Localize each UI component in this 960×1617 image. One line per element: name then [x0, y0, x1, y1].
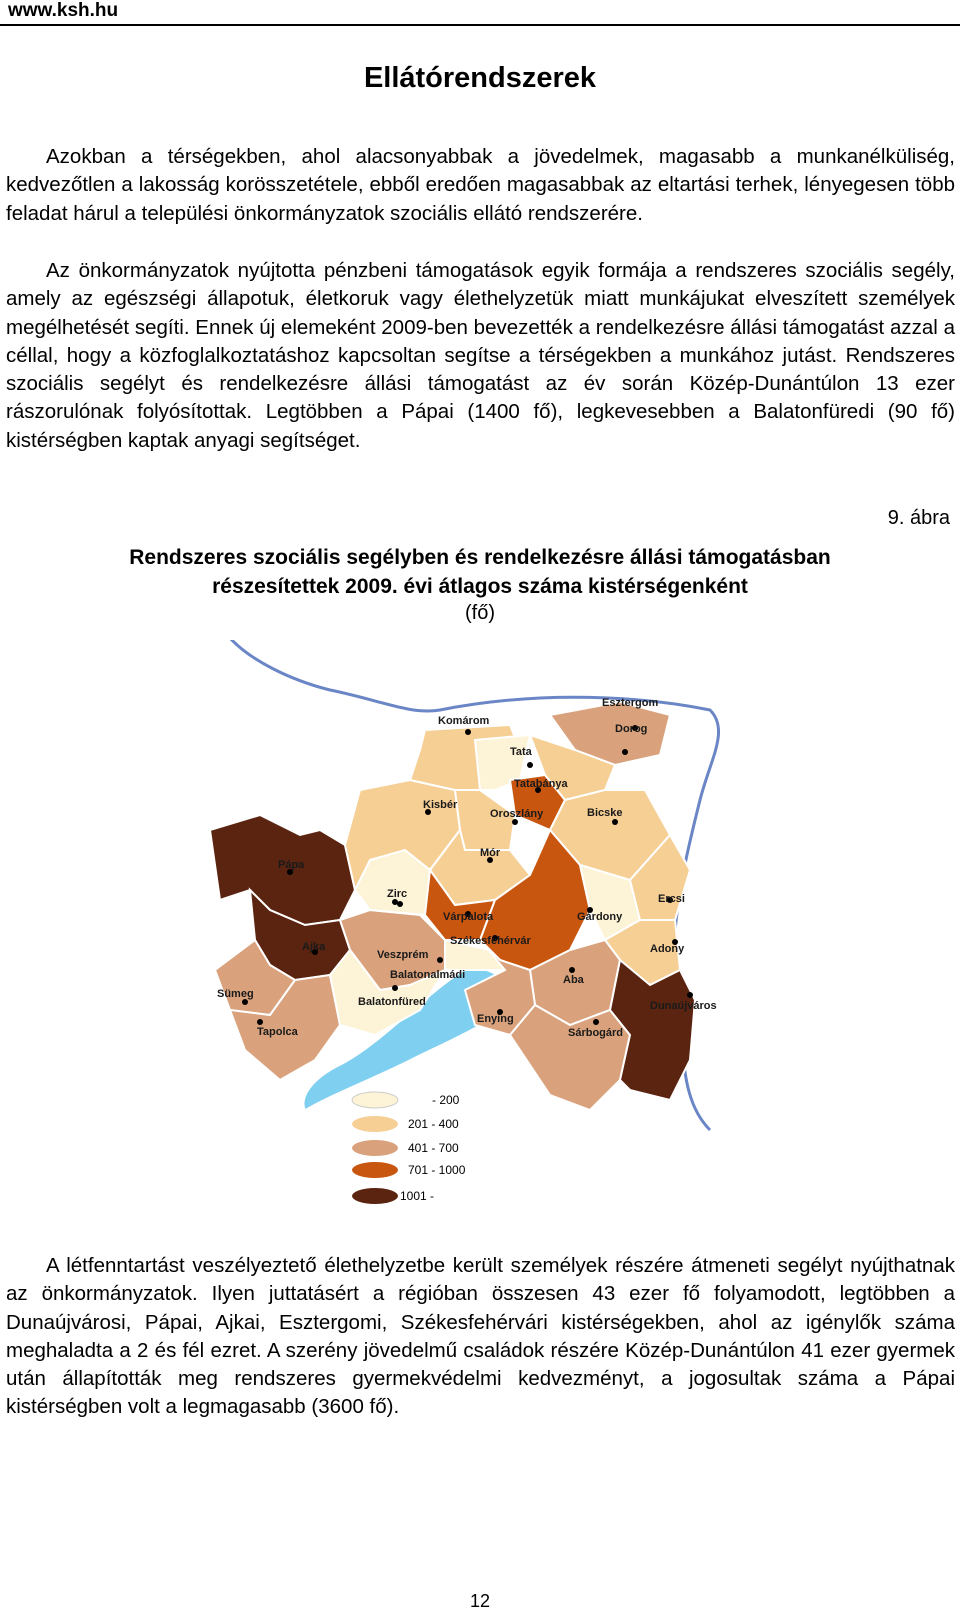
- label-zirc: Zirc: [387, 888, 408, 900]
- label-sarbogard: Sárbogárd: [568, 1027, 624, 1039]
- figure-title-line2: részesítettek 2009. évi átlagos száma kistérségenként: [212, 575, 748, 598]
- label-enying: Enying: [477, 1013, 514, 1025]
- choropleth-map: [210, 640, 770, 1220]
- label-szekesfehervar: Székesfehérvár: [450, 935, 531, 947]
- paragraph-social-aid: [6, 257, 955, 455]
- figure-unit: (fő): [465, 602, 495, 624]
- legend-label-1: - 200: [432, 1093, 460, 1107]
- label-esztergom: Esztergom: [602, 697, 659, 709]
- paragraph-intro: [6, 143, 955, 228]
- legend-swatch-4: [352, 1162, 398, 1178]
- label-mor: Mór: [480, 847, 501, 859]
- label-papa: Pápa: [278, 859, 305, 871]
- label-adony: Adony: [650, 943, 685, 955]
- legend-swatch-2: [352, 1116, 398, 1132]
- label-tatabanya: Tatabánya: [514, 778, 568, 790]
- label-varpalota: Várpalota: [443, 911, 494, 923]
- label-gardony: Gárdony: [577, 911, 623, 923]
- paragraph-emergency-aid-text: A létfenntartást veszélyeztető élethelyzetbe került személyek részére átmeneti segélyt nyújthatnak az önkormányzatok. Ilyen juttatásért a régióban összesen 43 ezer fő folyamodott, legtöbben a Dunaújvárosi, Pápai, Ajkai, Esztergomi, Székesfehérvári kistérségekben, ahol az igénylők száma meghaladta a 2 és fél ezret. A szerény jövedelmű családok részére Közép-Dunántúlon 41 ezer gyermek után állapították meg rendszeres gyermekvédelmi kedvezményt, a jogosultak száma a Pápai kistérségben volt a legmagasabb (3600 fő).: [6, 1254, 955, 1419]
- paragraph-social-aid-text: Az önkormányzatok nyújtotta pénzbeni támogatások egyik formája a rendszeres szociális segély, amely az egészségi állapotuk, életkoruk vagy élethelyzetük miatt munkájukat elveszített személyek megélhetését segíti. Ennek új elemeként 2009-ben bevezették a rendelkezésre állási támogatást azzal a céllal, hogy a közfoglalkoztatáshoz kapcsoltan segítse a térségekben a munkához jutást. Rendszeres szociális segélyt és rendelkezésre állási támogatást az év során Közép-Dunántúlon 13 ezer rászorulónak folyósítottak. Legtöbben a Pápai (1400 fő), legkevesebben a Balatonfüredi (90 fő) kistérségben kaptak anyagi segítséget.: [6, 259, 955, 452]
- label-dorog: Dorog: [615, 723, 648, 735]
- legend-label-4: 701 - 1000: [408, 1163, 466, 1177]
- label-ercsi: Ercsi: [658, 893, 685, 905]
- label-kisber: Kisbér: [423, 799, 458, 811]
- label-sumeg: Sümeg: [217, 988, 254, 1000]
- header-divider: [0, 24, 960, 26]
- label-aba: Aba: [563, 974, 584, 986]
- page-number: 12: [469, 1591, 491, 1611]
- map-legend: [352, 1092, 466, 1204]
- legend-swatch-1: [352, 1092, 398, 1108]
- legend-label-3: 401 - 700: [408, 1141, 459, 1155]
- label-komarom: Komárom: [438, 715, 490, 727]
- label-ajka: Ajka: [302, 941, 326, 953]
- figure-title-line1: Rendszeres szociális segélyben és rendelkezésre állási támogatásban: [129, 546, 831, 569]
- site-url[interactable]: www.ksh.hu: [8, 0, 119, 21]
- paragraph-intro-text: Azokban a térségekben, ahol alacsonyabbak a jövedelmek, magasabb a munkanélküliség, kedvezőtlen a lakosság korösszetétele, ebből eredően magasabbak az eltartási terhek, lényegesen több feladat hárul a települési önkormányzatok szociális ellátó rendszerére.: [6, 145, 955, 225]
- legend-label-5: 1001 -: [400, 1189, 435, 1203]
- legend-swatch-3: [352, 1140, 398, 1156]
- legend-swatch-5: [352, 1188, 398, 1204]
- legend-label-2: 201 - 400: [408, 1117, 459, 1131]
- label-balatonalmadi: Balatonalmádi: [390, 969, 466, 981]
- label-bicske: Bicske: [587, 807, 623, 819]
- label-dunaujvaros: Dunaújváros: [650, 1000, 717, 1012]
- label-balatonfured: Balatonfüred: [358, 996, 426, 1008]
- region-oroszlany: [455, 790, 515, 850]
- label-oroszlany: Oroszlány: [490, 808, 544, 820]
- label-tapolca: Tapolca: [257, 1026, 298, 1038]
- label-tata: Tata: [510, 746, 532, 758]
- figure-title: [60, 543, 900, 601]
- label-veszprem: Veszprém: [377, 949, 429, 961]
- page-title: Ellátórendszerek: [363, 62, 597, 94]
- figure-number: 9. ábra: [887, 507, 950, 529]
- paragraph-emergency-aid: [6, 1252, 955, 1422]
